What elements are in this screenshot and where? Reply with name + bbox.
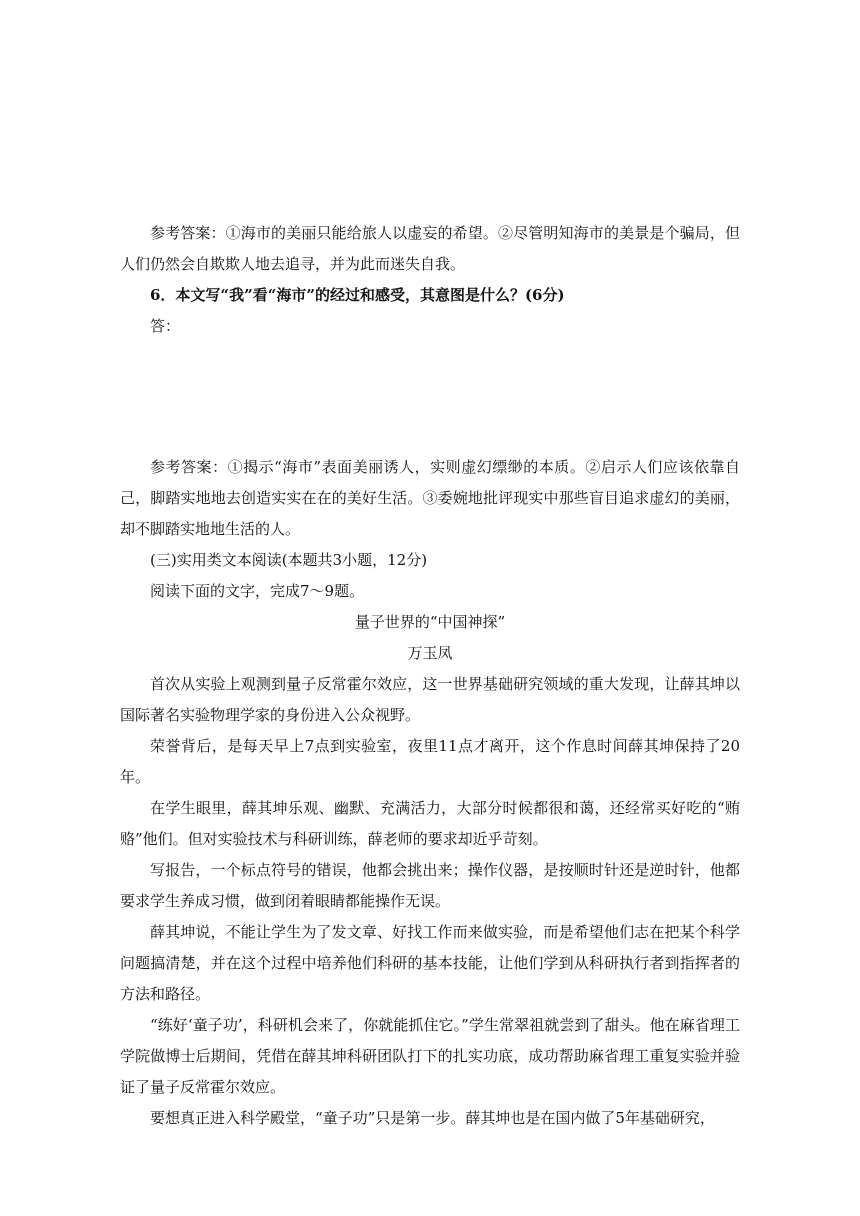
article-paragraph: 首次从实验上观测到量子反常霍尔效应，这一世界基础研究领域的重大发现，让薛其坤以国际著名实验物理学家的身份进入公众视野。 bbox=[120, 675, 740, 724]
article-paragraph: 在学生眼里，薛其坤乐观、幽默、充满活力，大部分时候都很和蔼，还经常买好吃的“贿赂”他们。但对实验技术与科研训练，薛老师的要求却近乎苛刻。 bbox=[120, 799, 740, 848]
answer-block-2 bbox=[120, 452, 740, 1134]
article-title: 量子世界的“中国神探” bbox=[354, 613, 506, 631]
article-author: 万玉凤 bbox=[407, 644, 453, 662]
section-heading: (三)实用类文本阅读(本题共3小题，12分) bbox=[150, 551, 428, 569]
article-paragraph: 薛其坤说，不能让学生为了发文章、好找工作而来做实验，而是希望他们志在把某个科学问题搞清楚，并在这个过程中培养他们科研的基本技能，让他们学到从科研执行者到指挥者的方法和路径。 bbox=[120, 923, 740, 1003]
article-paragraph: “练好‘童子功’，科研机会来了，你就能抓住它。”学生常翠祖就尝到了甜头。他在麻省理工学院做博士后期间，凭借在薛其坤科研团队打下的扎实功底，成功帮助麻省理工重复实验并验证了量子反常霍尔效应。 bbox=[120, 1016, 740, 1096]
article-paragraph: 要想真正进入科学殿堂，“童子功”只是第一步。薛其坤也是在国内做了5年基础研究， bbox=[150, 1109, 715, 1127]
answer-prompt: 答： bbox=[150, 317, 181, 335]
article-paragraph: 写报告，一个标点符号的错误，他都会挑出来；操作仪器，是按顺时针还是逆时针，他都要求学生养成习惯，做到闭着眼睛都能操作无误。 bbox=[120, 861, 740, 910]
reference-answer-5: 参考答案：①海市的美丽只能给旅人以虚妄的希望。②尽管明知海市的美景是个骗局，但人们仍然会自欺欺人地去追寻，并为此而迷失自我。 bbox=[120, 224, 740, 273]
reference-answer-6: 参考答案：①揭示“海市”表面美丽诱人，实则虚幻缥缈的本质。②启示人们应该依靠自己，脚踏实地地去创造实实在在的美好生活。③委婉地批评现实中那些盲目追求虚幻的美丽，却不脚踏实地地生活的人。 bbox=[120, 458, 740, 538]
question-6: 6．本文写“我”看“海市”的经过和感受，其意图是什么？(6分) bbox=[150, 286, 565, 304]
answer-block-1 bbox=[120, 218, 740, 342]
reading-instruction: 阅读下面的文字，完成7～9题。 bbox=[150, 582, 365, 600]
article-paragraph: 荣誉背后，是每天早上7点到实验室，夜里11点才离开，这个作息时间薛其坤保持了20年。 bbox=[120, 737, 740, 786]
